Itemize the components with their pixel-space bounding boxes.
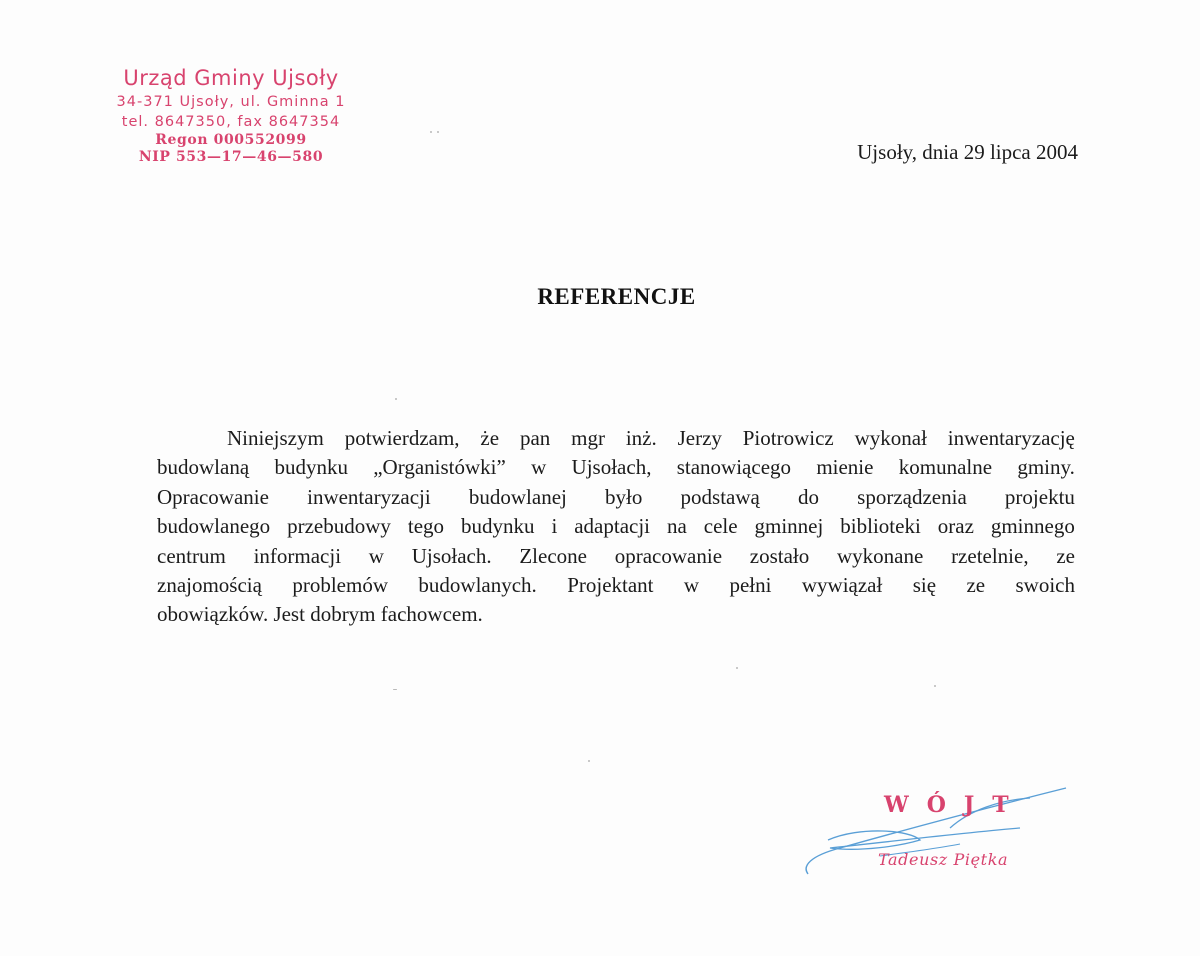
- body-word: wykonane: [837, 543, 924, 568]
- body-word: potwierdzam,: [344, 426, 460, 450]
- scan-speck: [395, 398, 397, 400]
- body-word: i: [551, 514, 558, 539]
- mayor-stamp: [878, 790, 1034, 880]
- body-word: tego: [407, 514, 445, 539]
- body-word: Zlecone: [519, 543, 587, 568]
- body-word: swoich: [1015, 572, 1075, 597]
- place-date: Ujsoły, dnia 29 lipca 2004: [857, 140, 1078, 164]
- document-title: REFERENCJE: [537, 284, 696, 309]
- office-nip: NIP 553—17—46—580: [138, 149, 324, 165]
- body-word: ze: [1056, 543, 1075, 568]
- body-word: budynku: [460, 514, 535, 539]
- body-word: się: [912, 572, 937, 597]
- body-word: przebudowy: [287, 514, 391, 539]
- body-word: problemów: [292, 572, 389, 597]
- body-word: mienie: [816, 455, 874, 480]
- office-address: 34-371 Ujsoły, ul. Gminna 1: [116, 94, 346, 110]
- body-word: inż.: [625, 426, 657, 450]
- body-word: opracowanie: [614, 543, 723, 568]
- body-word: rzetelnie,: [951, 543, 1029, 568]
- office-name: Urząd Gminy Ujsoły: [123, 66, 339, 90]
- body-word: Niniejszym: [227, 426, 324, 450]
- body-word: do: [798, 484, 819, 509]
- body-word: Jerzy: [677, 426, 722, 450]
- body-word: centrum: [157, 543, 226, 568]
- body-word: wywiązał: [801, 572, 883, 597]
- scan-speck: [393, 689, 397, 690]
- body-word: inwentaryzację: [947, 426, 1075, 450]
- body-word: pełni: [729, 572, 772, 597]
- body-word: budowlaną: [157, 455, 250, 480]
- body-line: [157, 542, 1075, 571]
- body-word: Ujsołach,: [571, 455, 652, 480]
- body-word: budynku: [274, 455, 348, 480]
- body-word: projektu: [1004, 484, 1075, 509]
- scan-speck: [934, 685, 936, 687]
- mayor-title: WÓJT: [884, 792, 1027, 818]
- body-line: [157, 424, 1075, 453]
- mayor-name: Tadeusz Piętka: [878, 850, 1009, 869]
- body-line: [157, 600, 1075, 629]
- office-regon: Regon 000552099: [155, 132, 307, 148]
- body-word: w: [531, 455, 547, 480]
- body-line: [157, 453, 1075, 482]
- body-word: na: [666, 514, 687, 539]
- body-word: inwentaryzacji: [307, 484, 431, 509]
- body-word: gminy.: [1017, 455, 1075, 480]
- body-word: wykonał: [854, 426, 927, 450]
- scan-speck: [588, 760, 590, 762]
- body-word: podstawą: [680, 484, 760, 509]
- office-phone: tel. 8647350, fax 8647354: [121, 114, 341, 130]
- body-word: Projektant: [567, 572, 654, 597]
- body-word: Opracowanie: [157, 484, 269, 509]
- body-word: informacji: [253, 543, 342, 568]
- body-word: zostało: [749, 543, 810, 568]
- body-line: [157, 512, 1075, 541]
- body-line: [157, 571, 1075, 600]
- body-word: budowlanych.: [418, 572, 537, 597]
- body-line: [157, 483, 1075, 512]
- body-word: budowlanej: [468, 484, 567, 509]
- body-word: stanowiącego: [676, 455, 792, 480]
- body-word: komunalne: [898, 455, 993, 480]
- body-word: sporządzenia: [857, 484, 967, 509]
- body-word: obowiązków. Jest dobrym fachowcem.: [157, 602, 483, 627]
- body-word: że: [480, 426, 500, 450]
- body-word: w: [368, 543, 384, 568]
- body-word: znajomością: [157, 572, 262, 597]
- body-word: biblioteki: [840, 514, 921, 539]
- letter-body: [157, 424, 1075, 630]
- body-word: oraz: [937, 514, 974, 539]
- body-word: adaptacji: [574, 514, 651, 539]
- scan-speck: [736, 667, 738, 669]
- body-word: mgr: [571, 426, 605, 450]
- body-word: Ujsołach.: [411, 543, 492, 568]
- letterhead-stamp: [96, 64, 366, 166]
- body-word: gminnego: [990, 514, 1075, 539]
- body-word: ze: [966, 572, 986, 597]
- body-word: budowlanego: [157, 514, 271, 539]
- body-word: pan: [519, 426, 551, 450]
- body-word: było: [605, 484, 643, 509]
- body-word: gminnej: [754, 514, 824, 539]
- body-word: „Organistówki”: [373, 455, 506, 480]
- scan-speck: [437, 131, 439, 133]
- body-word: w: [683, 572, 700, 597]
- body-word: cele: [703, 514, 738, 539]
- body-word: Piotrowicz: [742, 426, 834, 450]
- scan-speck: [430, 131, 432, 133]
